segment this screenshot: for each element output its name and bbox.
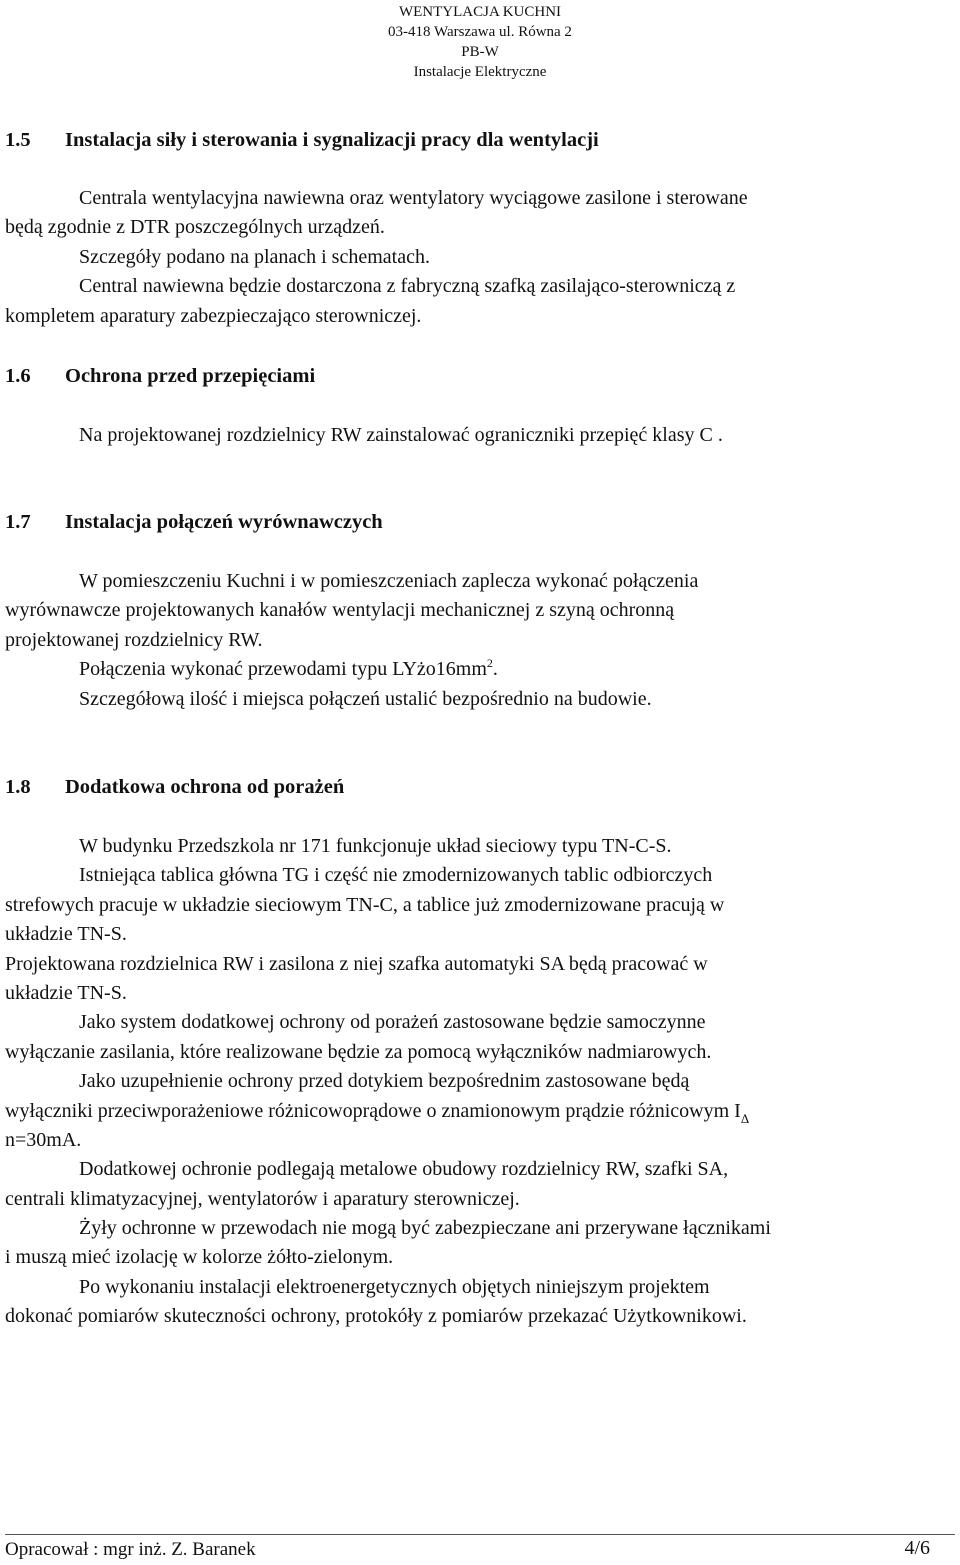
paragraph-line: Projektowana rozdzielnica RW i zasilona z niej szafka automatyki SA będą pracować w: [5, 952, 708, 975]
section-1-6-body: [5, 421, 960, 450]
section-number: 1.6: [5, 365, 31, 387]
paragraph-line: Na projektowanej rozdzielnicy RW zainstalować ograniczniki przepięć klasy C .: [79, 424, 723, 446]
paragraph-line: strefowych pracuje w układzie sieciowym TN-C, a tablice już zmodernizowane pracują w: [5, 893, 725, 916]
section-title: Dodatkowa ochrona od porażeń: [65, 776, 345, 798]
section-number: 1.8: [5, 776, 31, 798]
paragraph-line: [5, 1097, 960, 1126]
paragraph-line: centrali klimatyzacyjnej, wentylatorów i aparatury sterowniczej.: [5, 1187, 520, 1210]
section-1-7-heading: [5, 509, 383, 535]
paragraph-line: W pomieszczeniu Kuchni i w pomieszczeniach zaplecza wykonać połączenia: [79, 570, 699, 592]
section-title: Ochrona przed przepięciami: [65, 365, 316, 387]
paragraph-line: Żyły ochronne w przewodach nie mogą być zabezpieczane ani przerywane łącznikami: [79, 1217, 771, 1240]
subscript-delta: Δ: [740, 1110, 750, 1126]
header-project: WENTYLACJA KUCHNI: [398, 4, 562, 20]
connection-text: Połączenia wykonać przewodami typu LYżo16mm: [79, 658, 487, 681]
section-number: 1.5: [5, 129, 31, 151]
footer-divider: [5, 1534, 955, 1535]
section-1-6-heading: [5, 363, 315, 389]
paragraph-line: układzie TN-S.: [5, 923, 127, 946]
section-1-7-body: [5, 567, 960, 714]
paragraph-line: Szczegóły podano na planach i schematach.: [79, 245, 430, 268]
paragraph-line: Po wykonaniu instalacji elektroenergetycznych objętych niniejszym projektem: [79, 1275, 710, 1298]
paragraph-line: Dodatkowej ochronie podlegają metalowe obudowy rozdzielnicy RW, szafki SA,: [79, 1158, 729, 1181]
section-number: 1.7: [5, 511, 31, 533]
superscript-exponent: 2: [486, 656, 493, 671]
paragraph-line: Central nawiewna będzie dostarczona z fabryczną szafką zasilająco-sterowniczą z: [79, 275, 736, 298]
section-1-8-body: [5, 832, 960, 1332]
section-title: Instalacja siły i sterowania i sygnalizacji pracy dla wentylacji: [65, 129, 599, 151]
footer-author: Opracował : mgr inż. Z. Baranek: [5, 1539, 256, 1560]
paragraph-line: Jako system dodatkowej ochrony od porażeń zastosowane będzie samoczynne: [79, 1011, 706, 1034]
paragraph-line: Istniejąca tablica główna TG i część nie zmodernizowanych tablic odbiorczych: [79, 864, 713, 887]
paragraph-line: wyrównawcze projektowanych kanałów wentylacji mechanicznej z szyną ochronną: [5, 599, 675, 622]
paragraph-line: kompletem aparatury zabezpieczająco sterowniczej.: [5, 304, 422, 327]
paragraph-line: dokonać pomiarów skuteczności ochrony, protokóły z pomiarów przekazać Użytkownikowi.: [5, 1305, 747, 1328]
header-phase: PB-W: [461, 44, 499, 60]
paragraph-line: [5, 655, 960, 684]
paragraph-line: Szczegółową ilość i miejsca połączeń ustalić bezpośrednio na budowie.: [79, 687, 652, 710]
rcd-text: wyłączniki przeciwporażeniowe różnicowoprądowe o znamionowym prądzie różnicowym I: [5, 1099, 741, 1122]
document-header: [0, 2, 960, 82]
page-number: 4/6: [904, 1537, 930, 1559]
paragraph-line: Centrala wentylacyjna nawiewna oraz wentylatory wyciągowe zasilone i sterowane: [79, 187, 748, 209]
paragraph-line: Jako uzupełnienie ochrony przed dotykiem bezpośrednim zastosowane będą: [79, 1070, 690, 1093]
section-1-5-body: [5, 184, 960, 331]
paragraph-line: wyłączanie zasilania, które realizowane będzie za pomocą wyłączników nadmiarowych.: [5, 1040, 712, 1063]
section-1-5-heading: [5, 127, 599, 153]
paragraph-line: i muszą mieć izolację w kolorze żółto-zielonym.: [5, 1246, 394, 1269]
header-discipline: Instalacje Elektryczne: [413, 64, 547, 80]
connection-end: .: [492, 658, 498, 681]
paragraph-line: układzie TN-S.: [5, 981, 127, 1004]
section-title: Instalacja połączeń wyrównawczych: [65, 511, 383, 533]
paragraph-line: W budynku Przedszkola nr 171 funkcjonuje układ sieciowy typu TN-C-S.: [79, 835, 672, 857]
header-address: 03-418 Warszawa ul. Równa 2: [388, 24, 572, 40]
paragraph-line: będą zgodnie z DTR poszczególnych urządzeń.: [5, 216, 385, 239]
paragraph-line: projektowanej rozdzielnicy RW.: [5, 628, 263, 651]
paragraph-line: n=30mA.: [5, 1128, 82, 1151]
section-1-8-heading: [5, 774, 344, 800]
